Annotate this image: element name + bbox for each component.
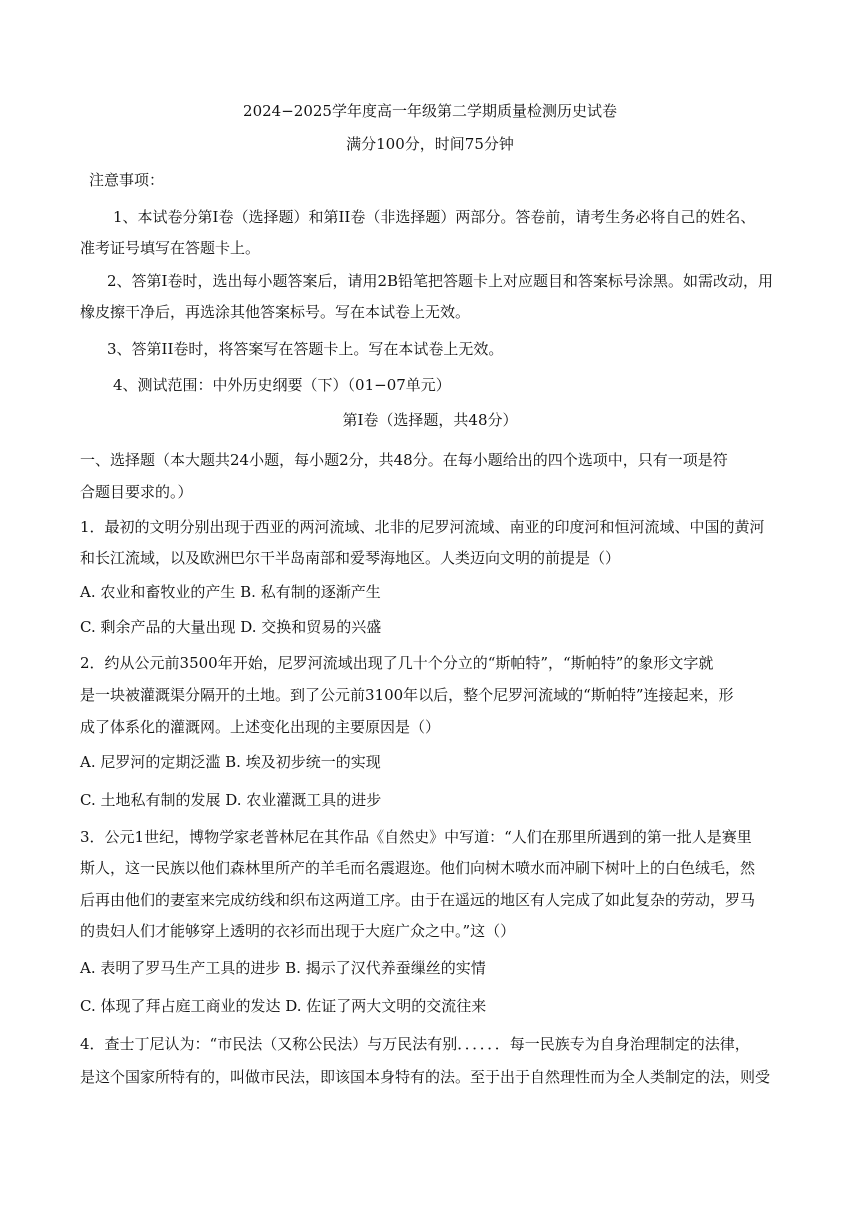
notice-line: 3、答第II卷时，将答案写在答题卡上。写在本试卷上无效。 xyxy=(107,340,504,358)
question-options: A. 尼罗河的定期泛滥 B. 埃及初步统一的实现 xyxy=(80,753,381,771)
notice-heading: 注意事项： xyxy=(89,171,165,189)
notice-line: 准考证号填写在答题卡上。 xyxy=(80,239,261,257)
question-stem: 成了体系化的灌溉网。上述变化出现的主要原因是（） xyxy=(80,718,441,736)
section-intro: 合题目要求的。） xyxy=(80,483,193,501)
part-title: 第I卷（选择题，共48分） xyxy=(342,411,518,429)
question-stem: 的贵妇人们才能够穿上透明的衣衫而出现于大庭广众之中。”这（） xyxy=(80,922,516,940)
notice-line: 橡皮擦干净后，再选涂其他答案标号。写在本试卷上无效。 xyxy=(80,303,471,321)
question-stem: 斯人，这一民族以他们森林里所产的羊毛而名震遐迩。他们向树木喷水而冲刷下树叶上的白色绒毛，然 xyxy=(80,859,756,877)
question-options: A. 农业和畜牧业的产生 B. 私有制的逐渐产生 xyxy=(80,583,381,601)
notice-line: 2、答第I卷时，选出每小题答案后，请用2B铅笔把答题卡上对应题目和答案标号涂黑。如需改动，用 xyxy=(107,272,774,290)
question-options: C. 剩余产品的大量出现 D. 交换和贸易的兴盛 xyxy=(80,618,382,636)
question-stem: 3．公元1世纪，博物学家老普林尼在其作品《自然史》中写道：“人们在那里所遇到的第一批人是赛里 xyxy=(80,828,752,846)
question-stem: 2．约从公元前3500年开始，尼罗河流域出现了几十个分立的“斯帕特”，“斯帕特”的象形文字就 xyxy=(80,654,714,672)
question-stem: 和长江流域，以及欧洲巴尔干半岛南部和爱琴海地区。人类迈向文明的前提是（） xyxy=(80,549,621,567)
question-options: A. 表明了罗马生产工具的进步 B. 揭示了汉代养蚕缫丝的实情 xyxy=(80,959,486,977)
question-stem: 1．最初的文明分别出现于西亚的两河流域、北非的尼罗河流域、南亚的印度河和恒河流域、中国的黄河 xyxy=(80,518,765,536)
question-stem: 是一块被灌溉渠分隔开的土地。到了公元前3100年以后，整个尼罗河流域的“斯帕特”连接起来，形 xyxy=(80,686,734,704)
exam-subtitle: 满分100分，时间75分钟 xyxy=(346,135,514,153)
question-stem: 4．查士丁尼认为：“市民法（又称公民法）与万民法有别．．．．．．每一民族专为自身治理制定的法律， xyxy=(80,1035,750,1053)
section-intro: 一、选择题（本大题共24小题，每小题2分，共48分。在每小题给出的四个选项中，只有一项是符 xyxy=(80,451,728,469)
notice-line: 1、本试卷分第I卷（选择题）和第II卷（非选择题）两部分。答卷前，请考生务必将自己的姓名、 xyxy=(113,208,756,226)
question-stem: 后再由他们的妻室来完成纺线和织布这两道工序。由于在遥远的地区有人完成了如此复杂的劳动，罗马 xyxy=(80,891,756,909)
question-options: C. 土地私有制的发展 D. 农业灌溉工具的进步 xyxy=(80,791,382,809)
notice-line: 4、测试范围：中外历史纲要（下）（01−07单元） xyxy=(113,376,451,394)
exam-title: 2024−2025学年度高一年级第二学期质量检测历史试卷 xyxy=(243,102,617,120)
question-options: C. 体现了拜占庭工商业的发达 D. 佐证了两大文明的交流往来 xyxy=(80,997,487,1015)
question-stem: 是这个国家所特有的，叫做市民法，即该国本身特有的法。至于出于自然理性而为全人类制定的法，则受 xyxy=(80,1068,771,1086)
